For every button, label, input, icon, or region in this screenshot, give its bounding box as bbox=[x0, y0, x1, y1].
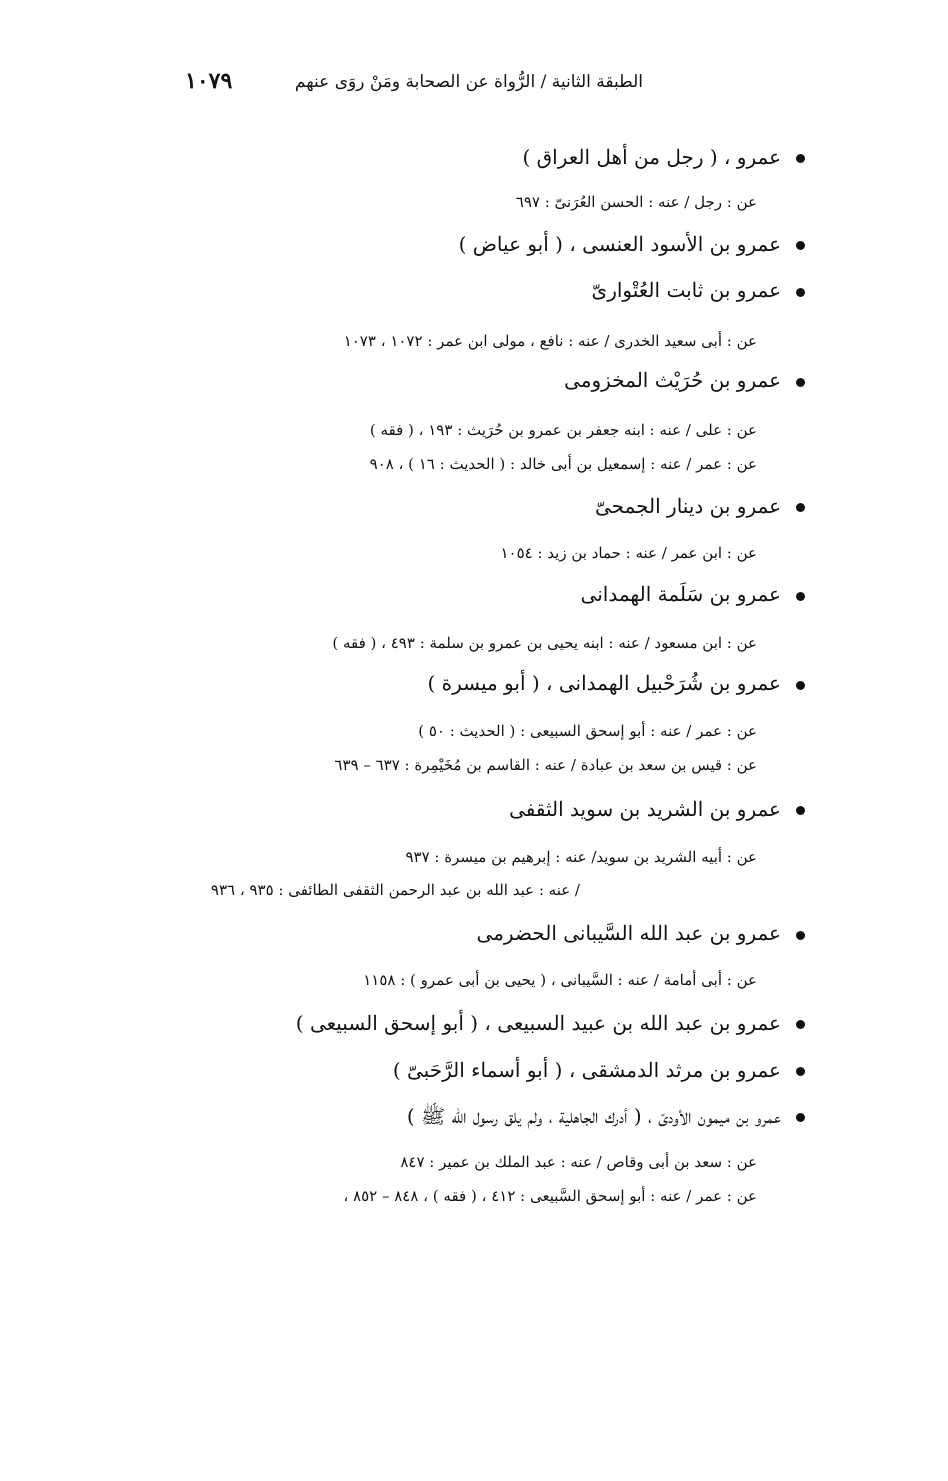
narrator-entry-title: عمرو بن سَلَمة الهمدانى bbox=[580, 582, 781, 606]
narrator-entry-title: عمرو بن ثابت العُتْوارىّ bbox=[591, 278, 781, 302]
entry-bullet bbox=[796, 806, 805, 815]
narrator-entry-title: عمرو بن عبد الله السَّيبانى الحضرمى bbox=[476, 921, 781, 945]
entry-bullet bbox=[796, 931, 805, 940]
page-number: ١٠٧٩ bbox=[185, 68, 233, 94]
narrator-entry-title: عمرو ، ( رجل من أهل العراق ) bbox=[522, 145, 781, 169]
narrator-entry-title: عمرو بن شُرَحْبيل الهمدانى ، ( أبو ميسرة ) bbox=[427, 671, 781, 695]
narration-line: عن : رجل / عنه : الحسن العُرَنىّ : ٦٩٧ bbox=[515, 193, 757, 211]
narrator-entry-title: عمرو بن الأسود العنسى ، ( أبو عياض ) bbox=[458, 232, 781, 256]
entry-bullet bbox=[796, 503, 805, 512]
narrator-entry-title: عمرو بن مرثد الدمشقى ، ( أبو أسماء الرَّحَبىّ ) bbox=[392, 1058, 781, 1082]
narrator-entry-title: عمرو بن حُرَيْث المخزومى bbox=[564, 368, 781, 392]
narration-line: عن : ابن عمر / عنه : حماد بن زيد : ١٠٥٤ bbox=[500, 544, 757, 562]
entry-bullet bbox=[796, 378, 805, 387]
narration-line: عن : قيس بن سعد بن عبادة / عنه : القاسم بن مُخَيْمِرة : ٦٣٧ – ٦٣٩ bbox=[334, 756, 757, 774]
narration-line: عن : أبيه الشريد بن سويد/ عنه : إبرهيم بن ميسرة : ٩٣٧ bbox=[405, 848, 757, 866]
narration-line: عن : عمر / عنه : إسمعيل بن أبى خالد : ( الحديث : ١٦ ) ، ٩٠٨ bbox=[369, 455, 757, 473]
narrator-entry-title: عمرو بن دينار الجمحىّ bbox=[594, 494, 781, 518]
narration-line: عن : سعد بن أبى وقاص / عنه : عبد الملك بن عمير : ٨٤٧ bbox=[400, 1153, 757, 1171]
entry-bullet bbox=[796, 1020, 805, 1029]
running-header: الطبقة الثانية / الرُّواة عن الصحابة ومَنْ روَى عنهم bbox=[294, 72, 643, 92]
entry-bullet bbox=[796, 288, 805, 297]
narration-line: عن : عمر / عنه : أبو إسحق السبيعى : ( الحديث : ٥٠ ) bbox=[418, 722, 757, 740]
narration-line: عن : أبى سعيد الخدرى / عنه : نافع ، مولى ابن عمر : ١٠٧٢ ، ١٠٧٣ bbox=[343, 332, 757, 350]
entry-bullet bbox=[796, 681, 805, 690]
narration-line: عن : عمر / عنه : أبو إسحق السَّبيعى : ٤١٢ ، ( فقه ) ، ٨٤٨ – ٨٥٢ ، bbox=[343, 1187, 757, 1205]
narration-line: عن : ابن مسعود / عنه : ابنه يحيى بن عمرو بن سلمة : ٤٩٣ ، ( فقه ) bbox=[332, 634, 757, 652]
narration-line: عن : على / عنه : ابنه جعفر بن عمرو بن حُرَيث : ١٩٣ ، ( فقه ) bbox=[369, 421, 757, 439]
entry-bullet bbox=[796, 592, 805, 601]
narration-line: / عنه : عبد الله بن عبد الرحمن الثقفى الطائفى : ٩٣٥ ، ٩٣٦ bbox=[210, 881, 580, 899]
entry-bullet bbox=[796, 241, 805, 250]
narrator-entry-title: عمرو بن الشريد بن سويد الثقفى bbox=[509, 797, 781, 821]
entry-bullet bbox=[796, 1113, 805, 1122]
narrator-entry-title: عمرو بن ميمون الأودىّ ، ( أدرك الجاهلية ، ولم يلق رسول الله ﷺ ) bbox=[406, 1104, 781, 1128]
entry-bullet bbox=[796, 154, 805, 163]
narrator-entry-title: عمرو بن عبد الله بن عبيد السبيعى ، ( أبو إسحق السبيعى ) bbox=[295, 1011, 781, 1035]
entry-bullet bbox=[796, 1067, 805, 1076]
narration-line: عن : أبى أمامة / عنه : السَّيبانى ، ( يحيى بن أبى عمرو ) : ١١٥٨ bbox=[363, 971, 757, 989]
